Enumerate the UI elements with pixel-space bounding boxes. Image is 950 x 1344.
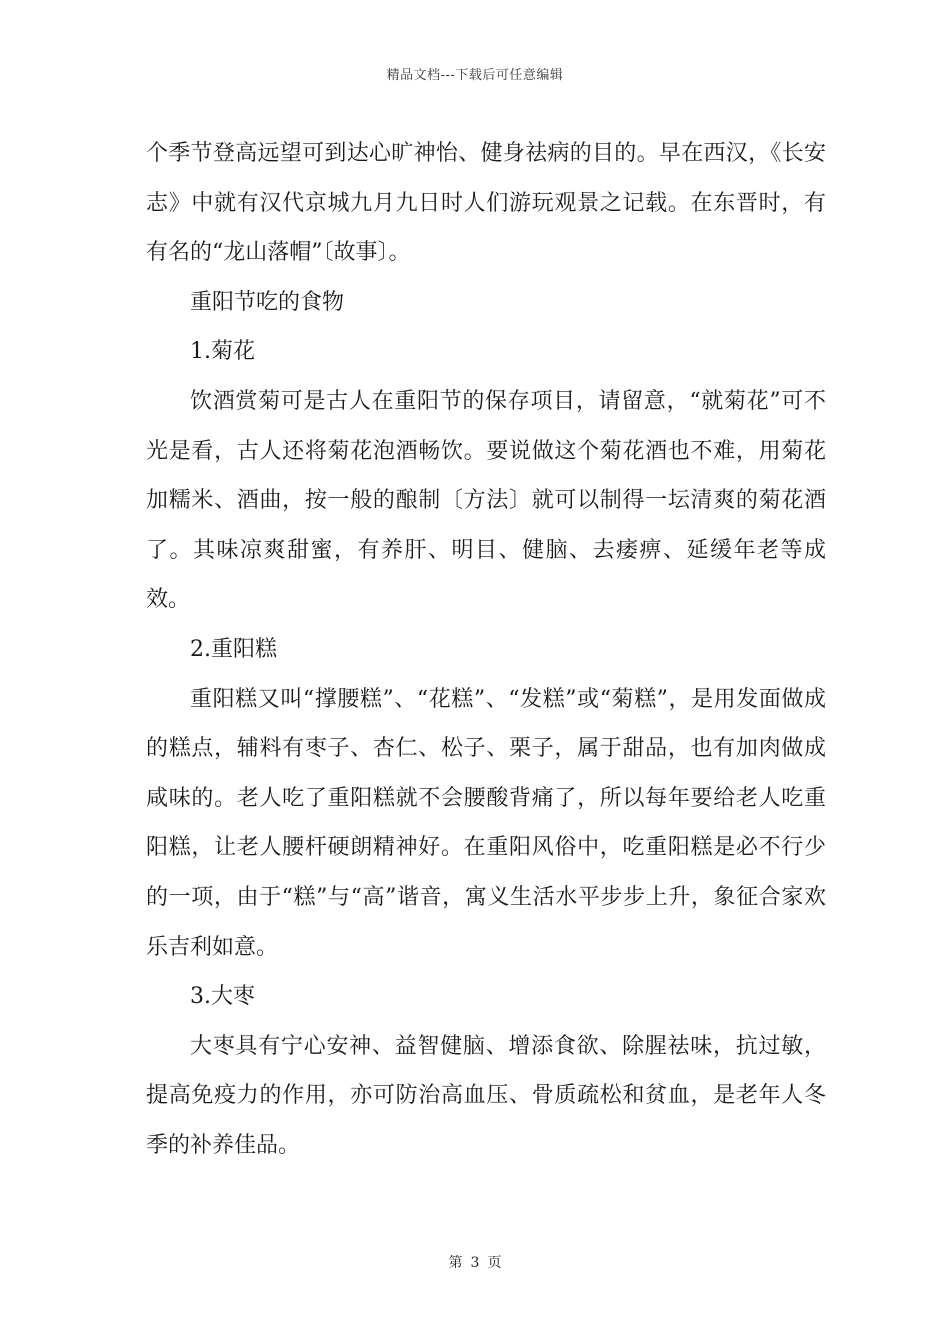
paragraph-chrysanthemum: 饮酒赏菊可是古人在重阳节的保存项目，请留意，“就菊花”可不光是看，古人还将菊花泡酒畅饮。要说做这个菊花酒也不难，用菊花加糯米、酒曲，按一般的酿制〔方法〕就可以制得一坛清爽的菊花酒了。其味凉爽甜蜜，有养肝、明目、健脑、去痿痹、延缓年老等成效。: [146, 388, 826, 613]
page-number-prefix: 第: [448, 1255, 463, 1271]
page-footer: [0, 1252, 950, 1272]
section-heading-foods: 重阳节吃的食物: [190, 289, 345, 315]
paragraph-jujube: 大枣具有宁心安神、益智健脑、增添食欲、除腥祛味，抗过敏，提高免疫力的作用，亦可防治高血压、骨质疏松和贫血，是老年人冬季的补养佳品。: [146, 1033, 826, 1158]
subheading-jujube: 3.大枣: [190, 984, 255, 1010]
document-body: [146, 129, 826, 1170]
page-number-suffix: 页: [487, 1255, 502, 1271]
page-number: 3: [470, 1255, 480, 1271]
subheading-chongyang-cake: 2.重阳糕: [190, 636, 277, 662]
page-header: 精品文档---下载后可任意编辑: [386, 68, 564, 83]
paragraph-intro: 个季节登高远望可到达心旷神怡、健身祛病的目的。早在西汉，《长安志》中就有汉代京城九月九日时人们游玩观景之记载。在东晋时，有有名的“龙山落帽”〔故事〕。: [146, 141, 826, 266]
subheading-chrysanthemum: 1.菊花: [190, 339, 255, 365]
paragraph-chongyang-cake: 重阳糕又叫“撑腰糕”、“花糕”、“发糕”或“菊糕”，是用发面做成的糕点，辅料有枣子、杏仁、松子、栗子，属于甜品，也有加肉做成咸味的。老人吃了重阳糕就不会腰酸背痛了，所以每年要给老人吃重阳糕，让老人腰杆硬朗精神好。在重阳风俗中，吃重阳糕是必不行少的一项，由于“糕”与“高”谐音，寓义生活水平步步上升，象征合家欢乐吉利如意。: [146, 686, 826, 960]
